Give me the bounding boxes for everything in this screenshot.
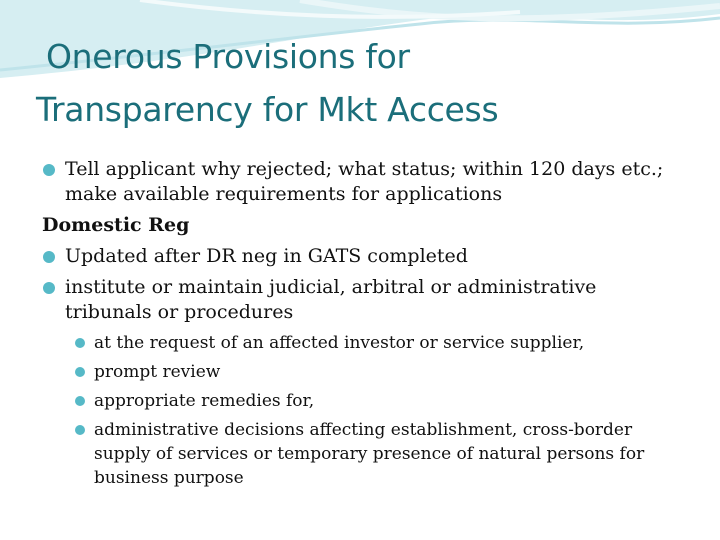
slide-title bbox=[36, 30, 696, 136]
bullet-dot-icon bbox=[75, 396, 85, 406]
sub-bullet-text: administrative decisions affecting establishment, cross-border supply of services or temporary presence of natural persons for business purpose bbox=[94, 420, 645, 488]
sub-bullet-text: at the request of an affected investor or service supplier, bbox=[94, 333, 585, 353]
bullet-dot-icon bbox=[75, 367, 85, 377]
bullet-dot-icon bbox=[43, 251, 55, 263]
title-line-2: Transparency for Mkt Access bbox=[36, 90, 499, 129]
sub-bullet-item bbox=[94, 418, 682, 490]
bullet-text: Tell applicant why rejected; what status; within 120 days etc.; make available requirements for applications bbox=[65, 158, 664, 205]
section-heading: Domestic Reg bbox=[42, 214, 190, 236]
slide-body bbox=[42, 157, 682, 495]
bullet-item bbox=[42, 244, 682, 269]
bullet-dot-icon bbox=[75, 425, 85, 435]
sub-bullet-item bbox=[94, 360, 682, 384]
sub-bullet-text: prompt review bbox=[94, 362, 221, 382]
bullet-item bbox=[42, 157, 682, 207]
bullet-text: Updated after DR neg in GATS completed bbox=[65, 245, 468, 267]
sub-bullet-list bbox=[42, 331, 682, 490]
bullet-item bbox=[42, 275, 682, 325]
bullet-text: institute or maintain judicial, arbitral or administrative tribunals or procedures bbox=[65, 276, 597, 323]
bullet-dot-icon bbox=[75, 338, 85, 348]
sub-bullet-text: appropriate remedies for, bbox=[94, 391, 315, 411]
sub-bullet-item bbox=[94, 389, 682, 413]
sub-bullet-item bbox=[94, 331, 682, 355]
bullet-dot-icon bbox=[43, 164, 55, 176]
bullet-dot-icon bbox=[43, 282, 55, 294]
title-line-1: Onerous Provisions for bbox=[46, 37, 410, 76]
